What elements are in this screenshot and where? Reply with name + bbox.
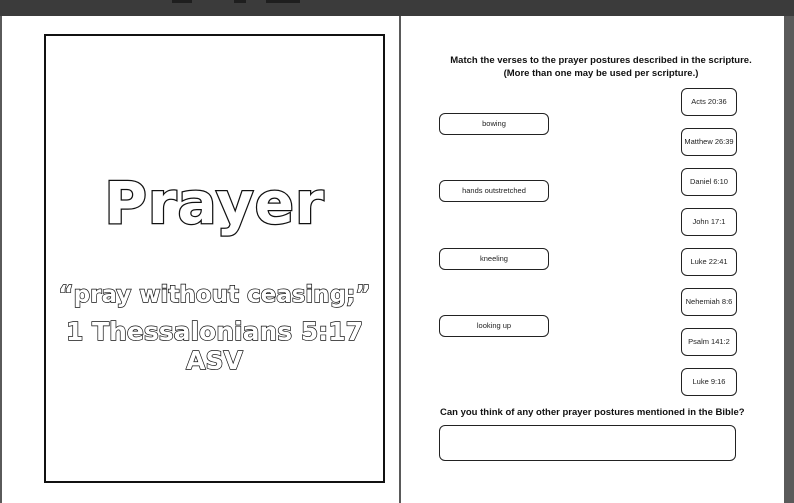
worksheet-page	[401, 16, 784, 503]
question-text: Can you think of any other prayer postures mentioned in the Bible?	[440, 407, 745, 418]
answer-box[interactable]	[439, 425, 736, 461]
posture-box-bowing[interactable]: bowing	[439, 113, 549, 135]
verse-box-matthew[interactable]: Matthew 26:39	[681, 128, 737, 156]
cover-reference: 1 Thessalonians 5:17 ASV	[65, 317, 364, 375]
verse-box-nehemiah[interactable]: Nehemiah 8:6	[681, 288, 737, 316]
instruction-line-2: (More than one may be used per scripture.)	[503, 68, 699, 79]
cover-title: Prayer	[104, 169, 325, 237]
posture-box-kneeling[interactable]: kneeling	[439, 248, 549, 270]
verse-box-psalm[interactable]: Psalm 141:2	[681, 328, 737, 356]
toolbar-tab[interactable]	[172, 0, 192, 3]
verse-box-daniel[interactable]: Daniel 6:10	[681, 168, 737, 196]
viewer-toolbar	[0, 0, 794, 16]
cover-page	[2, 16, 399, 503]
verse-box-luke-22[interactable]: Luke 22:41	[681, 248, 737, 276]
cover-frame	[44, 34, 385, 483]
verse-box-acts[interactable]: Acts 20:36	[681, 88, 737, 116]
toolbar-tab[interactable]	[266, 0, 300, 3]
instruction-line-1: Match the verses to the prayer postures described in the scripture.	[450, 55, 752, 66]
cover-quote: “pray without ceasing;”	[58, 282, 371, 308]
verse-box-luke-9[interactable]: Luke 9:16	[681, 368, 737, 396]
posture-box-hands-outstretched[interactable]: hands outstretched	[439, 180, 549, 202]
posture-box-looking-up[interactable]: looking up	[439, 315, 549, 337]
toolbar-tab[interactable]	[234, 0, 246, 3]
verse-box-john[interactable]: John 17:1	[681, 208, 737, 236]
